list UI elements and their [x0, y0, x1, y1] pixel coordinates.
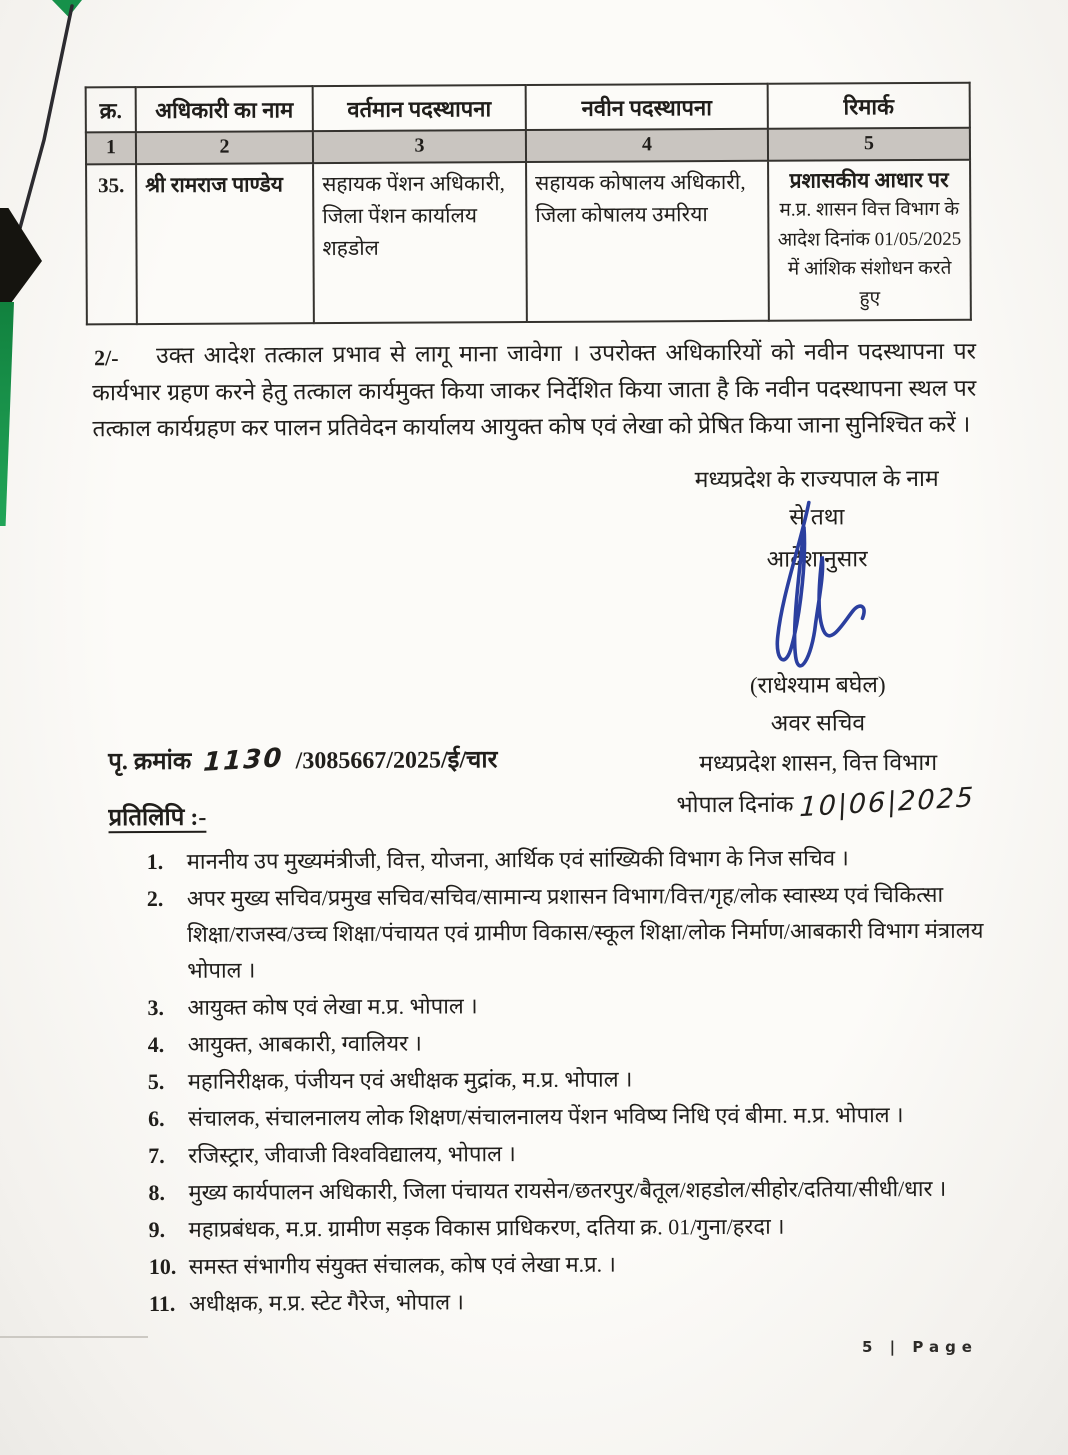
list-item [148, 1060, 996, 1100]
column-number: 1 [86, 132, 136, 164]
cell-serial-number: 35. [86, 164, 137, 324]
list-item [149, 1208, 997, 1248]
order-paragraph [92, 334, 977, 448]
list-item-text: संचालक, संचालनालय लोक शिक्षण/संचालनालय पेंशन भविष्य निधि एवं बीमा. म.प्र. भोपाल । [187, 1102, 904, 1131]
list-item-text: अपर मुख्य सचिव/प्रमुख सचिव/सचिव/सामान्य प्रशासन विभाग/वित्त/गृह/लोक स्वास्थ्य एवं चिकित्सा शिक्षा/राजस्व/उच्च शिक्षा/पंचायत एवं ग्रामीण विकास/स्कूल शिक्षा/लोक निर्माण/आबकारी विभाग मंत्रालय भोपाल । [186, 881, 984, 983]
list-item [149, 1282, 997, 1322]
col-header-remark: रिमार्क [768, 83, 970, 129]
list-item-number: 5. [147, 1068, 165, 1095]
cell-current-posting: सहायक पेंशन अधिकारी, जिला पेंशन कार्यालय शहडोल [313, 162, 527, 323]
list-item-number: 2. [146, 885, 164, 912]
list-item-text: महाप्रबंधक, म.प्र. ग्रामीण सड़क विकास प्राधिकरण, दतिया क्र. 01/गुना/हरदा । [188, 1213, 785, 1242]
list-item [148, 1171, 996, 1211]
list-item-number: 8. [148, 1179, 165, 1206]
by-order-line: आदेशानुसार [766, 546, 868, 572]
paragraph-number: 2/- [93, 345, 119, 371]
column-number: 4 [526, 129, 768, 162]
list-item-number: 9. [148, 1216, 166, 1243]
list-item [147, 840, 995, 880]
list-item-number: 7. [148, 1142, 165, 1169]
list-item-text: महानिरीक्षक, पंजीयन एवं अधीक्षक मुद्रांक, म.प्र. भोपाल । [187, 1066, 633, 1094]
list-item-text: आयुक्त, आबकारी, ग्वालियर । [187, 1030, 422, 1057]
list-item-number: 10. [148, 1253, 177, 1280]
col-header-new-posting: नवीन पदस्थापना [526, 84, 768, 130]
list-item-text: मुख्य कार्यपालन अधिकारी, जिला पंचायत रायसेन/छतरपुर/बैतूल/शहडोल/सीहोर/दतिया/सीधी/धार । [188, 1175, 947, 1205]
handwritten-endorsement-number: 1130 [202, 743, 285, 778]
signature-block [617, 459, 1019, 824]
table-row [86, 160, 971, 325]
cell-new-posting: सहायक कोषालय अधिकारी, जिला कोषालय उमरिया [526, 161, 769, 322]
list-item [147, 986, 995, 1026]
copy-to-label: प्रतिलिपि :- [108, 804, 207, 832]
list-item-number: 4. [147, 1031, 165, 1058]
in-the-name-of-governor-line: मध्यप्रदेश के राज्यपाल के नाम [694, 465, 939, 493]
place-and-date-line [618, 783, 1018, 824]
signatory-designation: अवर सचिव [770, 710, 866, 736]
list-item [148, 1023, 996, 1063]
col-header-officer-name: अधिकारी का नाम [136, 86, 313, 132]
list-item-number: 6. [147, 1105, 165, 1132]
cell-officer-name: श्री रामराज पाण्डेय [136, 163, 314, 324]
list-item [148, 1097, 996, 1137]
copy-distribution-list [147, 840, 997, 1323]
endorsement-prefix: पृ. क्रमांक [108, 748, 192, 776]
handwritten-signature [743, 498, 884, 689]
list-item-text: अधीक्षक, म.प्र. स्टेट गैरेज, भोपाल । [188, 1289, 465, 1316]
list-item-number: 3. [147, 994, 165, 1021]
col-header-serial: क्र. [86, 87, 136, 132]
list-item-number: 11. [148, 1290, 176, 1317]
transfer-order-table [85, 82, 972, 326]
list-item-text: माननीय उप मुख्यमंत्रीजी, वित्त, योजना, आर्थिक एवं सांख्यिकी विभाग के निज सचिव । [186, 845, 849, 874]
handwritten-date: 10|06|2025 [798, 782, 976, 824]
list-item-text: रजिस्ट्रार, जीवाजी विश्वविद्यालय, भोपाल । [188, 1141, 516, 1168]
list-item [149, 1245, 997, 1285]
list-item-number: 1. [146, 848, 164, 875]
column-number-row [86, 128, 970, 165]
place-date-label: भोपाल दिनांक [676, 791, 794, 818]
endorsement-suffix: /3085667/2025/ई/चार [295, 747, 498, 775]
table-header-row [86, 83, 970, 133]
list-item-text: आयुक्त कोष एवं लेखा म.प्र. भोपाल । [187, 993, 478, 1020]
list-item [147, 877, 996, 989]
cell-remark [768, 160, 971, 321]
column-number: 5 [768, 128, 970, 161]
paragraph-text: उक्त आदेश तत्काल प्रभाव से लागू माना जावेगा । उपरोक्त अधिकारियों को नवीन पदस्थापना पर कार्यभार ग्रहण करने हेतु तत्काल कार्यमुक्त किया जाकर निर्देशित किया जाता है कि नवीन पदस्थापना स्थल पर तत्काल कार्यग्रहण कर पालन प्रतिवेदन कार्यालय आयुक्त कोष एवं लेखा को प्रेषित किया जाना सुनिश्चित करें । [92, 338, 977, 442]
scan-artifact-footer-line [0, 1336, 148, 1338]
endorsement-number-line [108, 742, 497, 777]
column-number: 3 [313, 130, 526, 163]
remark-heading: प्रशासकीय आधार पर [789, 167, 949, 193]
list-item [148, 1134, 996, 1174]
list-item-text: समस्त संभागीय संयुक्त संचालक, कोष एवं लेखा म.प्र. । [188, 1251, 617, 1279]
se-tatha-line: से तथा [789, 504, 845, 530]
page-number-footer: 5 | Page [862, 1338, 978, 1356]
signatory-department: मध्यप्रदेश शासन, वित्त विभाग [699, 749, 938, 777]
remark-detail: म.प्र. शासन वित्त विभाग के आदेश दिनांक 01/05/2025 में आंशिक संशोधन करते हुए [777, 198, 962, 309]
column-number: 2 [136, 131, 313, 164]
col-header-current-posting: वर्तमान पदस्थापना [313, 85, 526, 131]
signatory-name: (राधेश्याम बघेल) [749, 672, 886, 698]
